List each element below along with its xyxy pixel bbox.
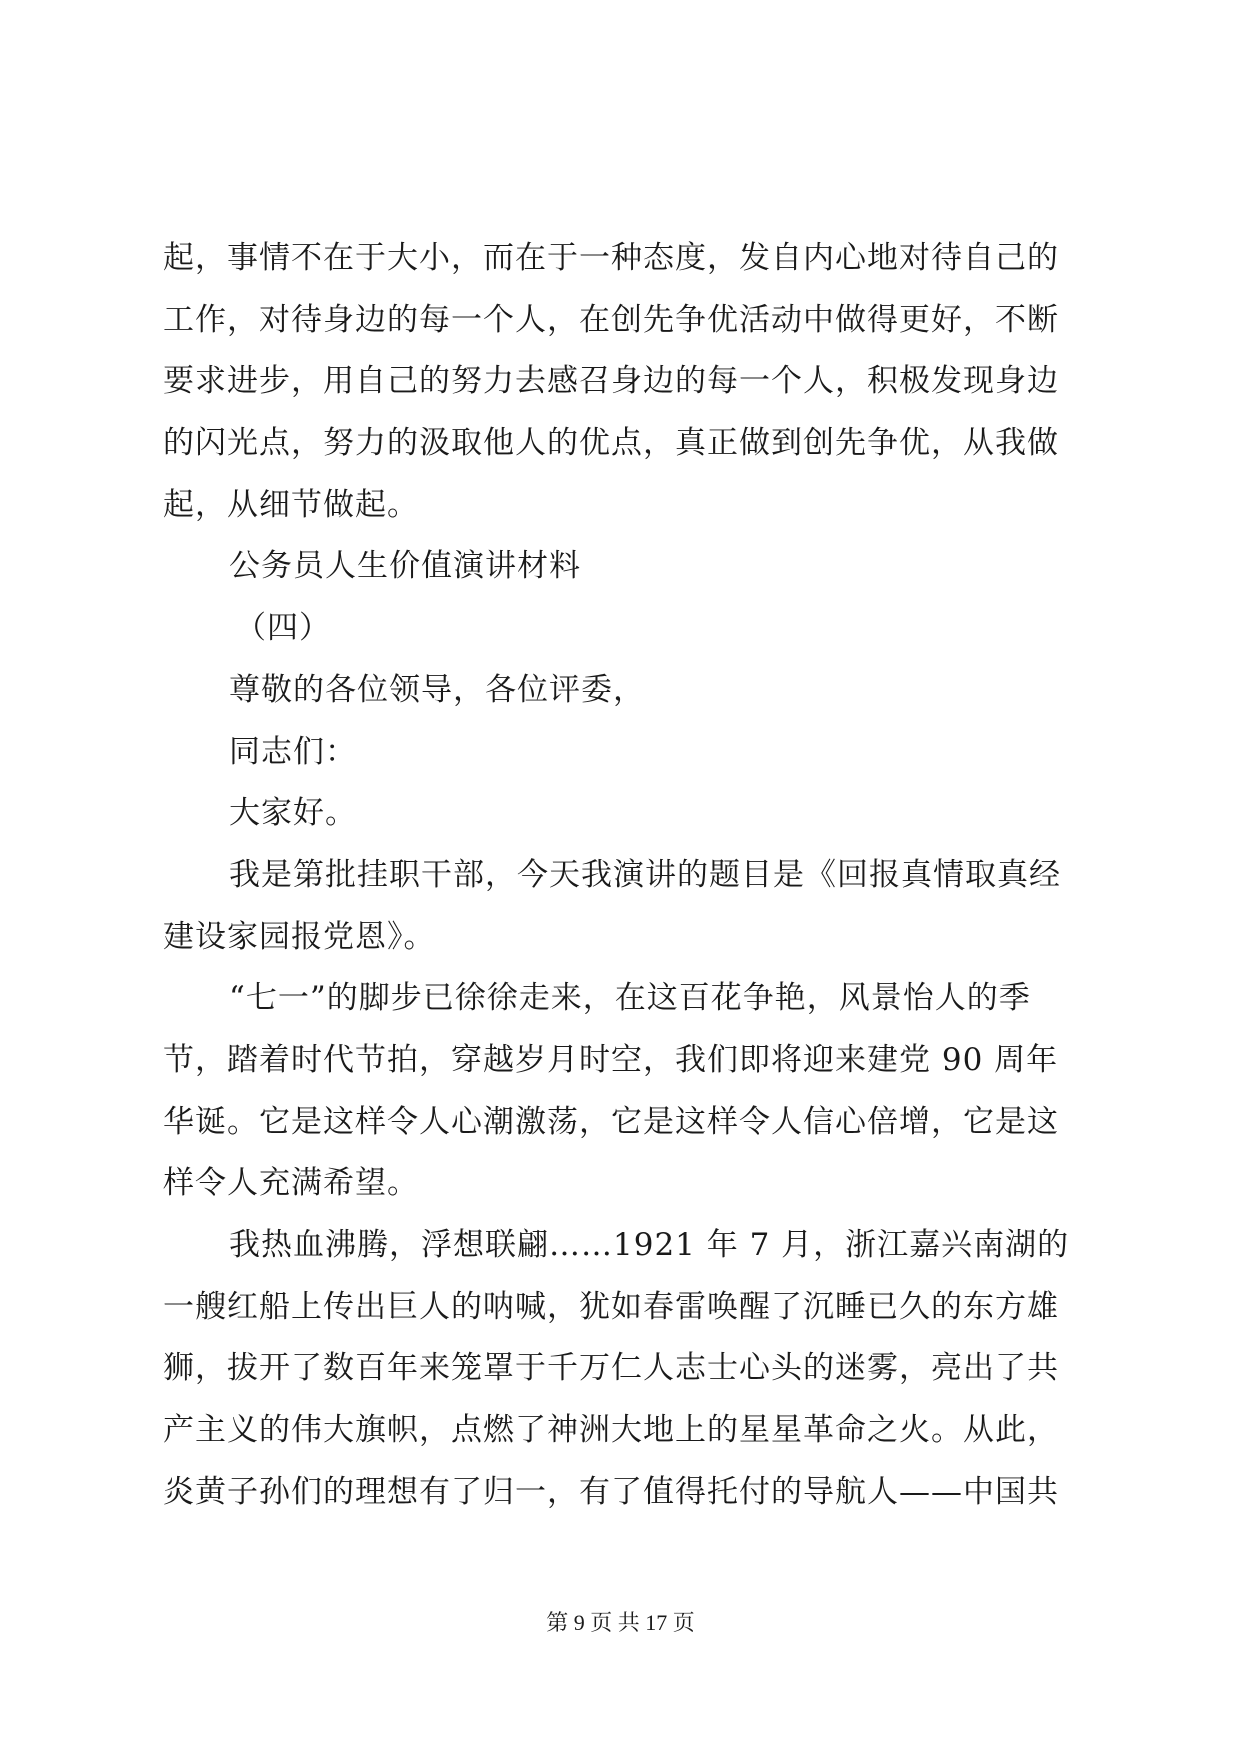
text-line: 节，踏着时代节拍，穿越岁月时空，我们即将迎来建党 90 周年 <box>163 1041 1059 1078</box>
text-line: 一艘红船上传出巨人的呐喊，犹如春雷唤醒了沉睡已久的东方雄 <box>163 1288 1059 1325</box>
greeting-line: 尊敬的各位领导，各位评委， <box>229 671 645 708</box>
greeting-line: 同志们： <box>229 733 357 770</box>
text-line: 狮，拔开了数百年来笼罩于千万仁人志士心头的迷雾，亮出了共 <box>163 1350 1059 1387</box>
text-line: 华诞。它是这样令人心潮激荡，它是这样令人信心倍增，它是这 <box>163 1103 1059 1140</box>
text-line: 我热血沸腾，浮想联翩……1921 年 7 月，浙江嘉兴南湖的 <box>229 1227 1070 1263</box>
document-body <box>163 228 1083 1523</box>
section-number: （四） <box>235 610 331 647</box>
greeting-line: 大家好。 <box>229 795 357 832</box>
text-line: 我是第批挂职干部，今天我演讲的题目是《回报真情取真经 <box>229 856 1061 893</box>
page-footer: 第 9 页 共 17 页 <box>546 1610 695 1635</box>
text-line: 起，从细节做起。 <box>163 486 419 523</box>
text-line: 建设家园报党恩》。 <box>163 918 436 955</box>
text-line: 工作，对待身边的每一个人，在创先争优活动中做得更好，不断 <box>163 301 1059 338</box>
text-line: 的闪光点，努力的汲取他人的优点，真正做到创先争优，从我做 <box>163 425 1059 462</box>
text-line: 样令人充满希望。 <box>163 1165 419 1202</box>
text-line: 起，事情不在于大小，而在于一种态度，发自内心地对待自己的 <box>163 240 1059 276</box>
section-title: 公务员人生价值演讲材料 <box>229 548 581 585</box>
text-line: “七一”的脚步已徐徐走来，在这百花争艳，风景怡人的季 <box>229 980 1031 1017</box>
text-line: 炎黄子孙们的理想有了归一，有了值得托付的导航人——中国共 <box>163 1473 1059 1510</box>
text-line: 产主义的伟大旗帜，点燃了神洲大地上的星星革命之火。从此， <box>163 1412 1059 1449</box>
text-line: 要求进步，用自己的努力去感召身边的每一个人，积极发现身边 <box>163 363 1059 400</box>
